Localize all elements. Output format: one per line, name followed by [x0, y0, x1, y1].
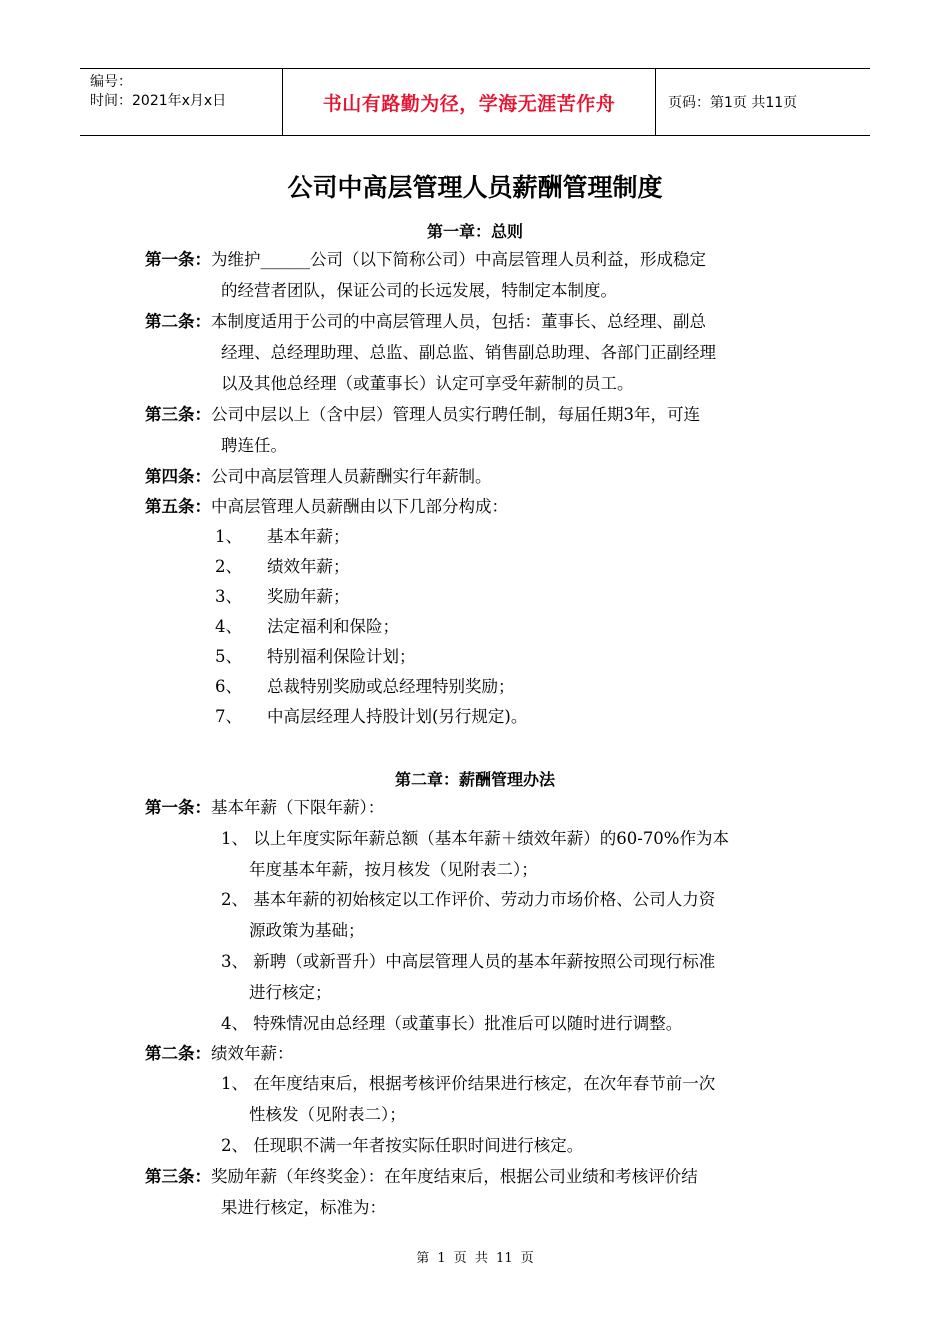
ch2-a1-item3-line2: 进行核定；	[249, 983, 332, 1002]
list-item: 1、 基本年薪；	[215, 527, 350, 546]
ch2-article2-label: 第二条：	[145, 1044, 211, 1063]
time-label: 时间：2021年x月x日	[90, 93, 227, 109]
chapter1-heading: 第一章：总则	[426, 222, 523, 241]
ch2-a1-item3-line1: 3、 新聘（或新晋升）中高层管理人员的基本年薪按照公司现行标准	[221, 952, 716, 971]
ch1-article2-label: 第二条：	[145, 312, 211, 331]
document-title: 公司中高层管理人员薪酬管理制度	[287, 173, 663, 202]
ch1-article5-line1: 第五条：中高层管理人员薪酬由以下几部分构成：	[145, 497, 508, 516]
page-footer: 第 1 页 共 11 页	[416, 1251, 534, 1266]
header-page-info: 页码：第1页 共11页	[668, 95, 798, 111]
header-motto: 书山有路勤为径，学海无涯苦作舟	[282, 69, 656, 135]
ch1-article2-line3: 以及其他总经理（或董事长）认定可享受年薪制的员工。	[221, 374, 634, 393]
ch1-article1-label: 第一条：	[145, 250, 211, 269]
ch1-article1-line2: 的经营者团队，保证公司的长远发展，特制定本制度。	[221, 281, 617, 300]
header-meta	[80, 69, 282, 135]
ch2-a1-item4-line1: 4、 特殊情况由总经理（或董事长）批准后可以随时进行调整。	[221, 1014, 683, 1033]
list-item: 4、 法定福利和保险；	[215, 617, 399, 636]
ch2-a1-item2-line1: 2、 基本年薪的初始核定以工作评价、劳动力市场价格、公司人力资	[221, 890, 716, 909]
list-item: 2、 绩效年薪；	[215, 557, 350, 576]
ch1-article1-line1: 第一条：为维护______公司（以下简称公司）中高层管理人员利益，形成稳定	[145, 250, 706, 269]
ch2-a2-item1-line1: 1、 在年度结束后，根据考核评价结果进行核定，在次年春节前一次	[221, 1074, 716, 1093]
ch2-article3-line2: 果进行核定，标准为：	[221, 1198, 386, 1217]
ch2-article1-line1: 第一条：基本年薪（下限年薪）：	[145, 798, 385, 817]
list-item: 5、 特别福利保险计划；	[215, 647, 416, 666]
ch1-article5-label: 第五条：	[145, 497, 211, 516]
number-label: 编号：	[90, 74, 132, 90]
ch2-a1-item1-line2: 年度基本年薪，按月核发（见附表二）；	[249, 860, 538, 879]
ch1-article4-label: 第四条：	[145, 467, 211, 486]
ch2-a2-item2-line1: 2、 任现职不满一年者按实际任职时间进行核定。	[221, 1136, 584, 1155]
chapter2-heading: 第二章：薪酬管理办法	[394, 770, 555, 789]
ch2-a1-item2-line2: 源政策为基础；	[249, 921, 365, 940]
ch1-article3-line2: 聘连任。	[221, 436, 287, 455]
ch1-article4-line1: 第四条：公司中高层管理人员薪酬实行年薪制。	[145, 467, 492, 486]
ch2-a2-item1-line2: 性核发（见附表二）；	[249, 1105, 406, 1124]
list-item: 7、 中高层经理人持股计划(另行规定)。	[215, 707, 528, 726]
ch1-article2-line2: 经理、总经理助理、总监、副总监、销售副总助理、各部门正副经理	[221, 343, 716, 362]
ch2-article2-line1: 第二条：绩效年薪：	[145, 1044, 294, 1063]
ch2-article1-label: 第一条：	[145, 798, 211, 817]
ch2-a1-item1-line1: 1、 以上年度实际年薪总额（基本年薪＋绩效年薪）的60-70%作为本	[221, 829, 729, 848]
document-header	[80, 68, 870, 136]
ch2-article3-label: 第三条：	[145, 1167, 211, 1186]
ch1-article2-line1: 第二条：本制度适用于公司的中高层管理人员，包括：董事长、总经理、副总	[145, 312, 706, 331]
list-item: 6、 总裁特别奖励或总经理特别奖励；	[215, 677, 515, 696]
ch1-article3-line1: 第三条：公司中层以上（含中层）管理人员实行聘任制，每届任期3年，可连	[145, 405, 700, 424]
list-item: 3、 奖励年薪；	[215, 587, 350, 606]
ch2-article3-line1: 第三条：奖励年薪（年终奖金）：在年度结束后，根据公司业绩和考核评价结	[145, 1167, 698, 1186]
ch1-article3-label: 第三条：	[145, 405, 211, 424]
